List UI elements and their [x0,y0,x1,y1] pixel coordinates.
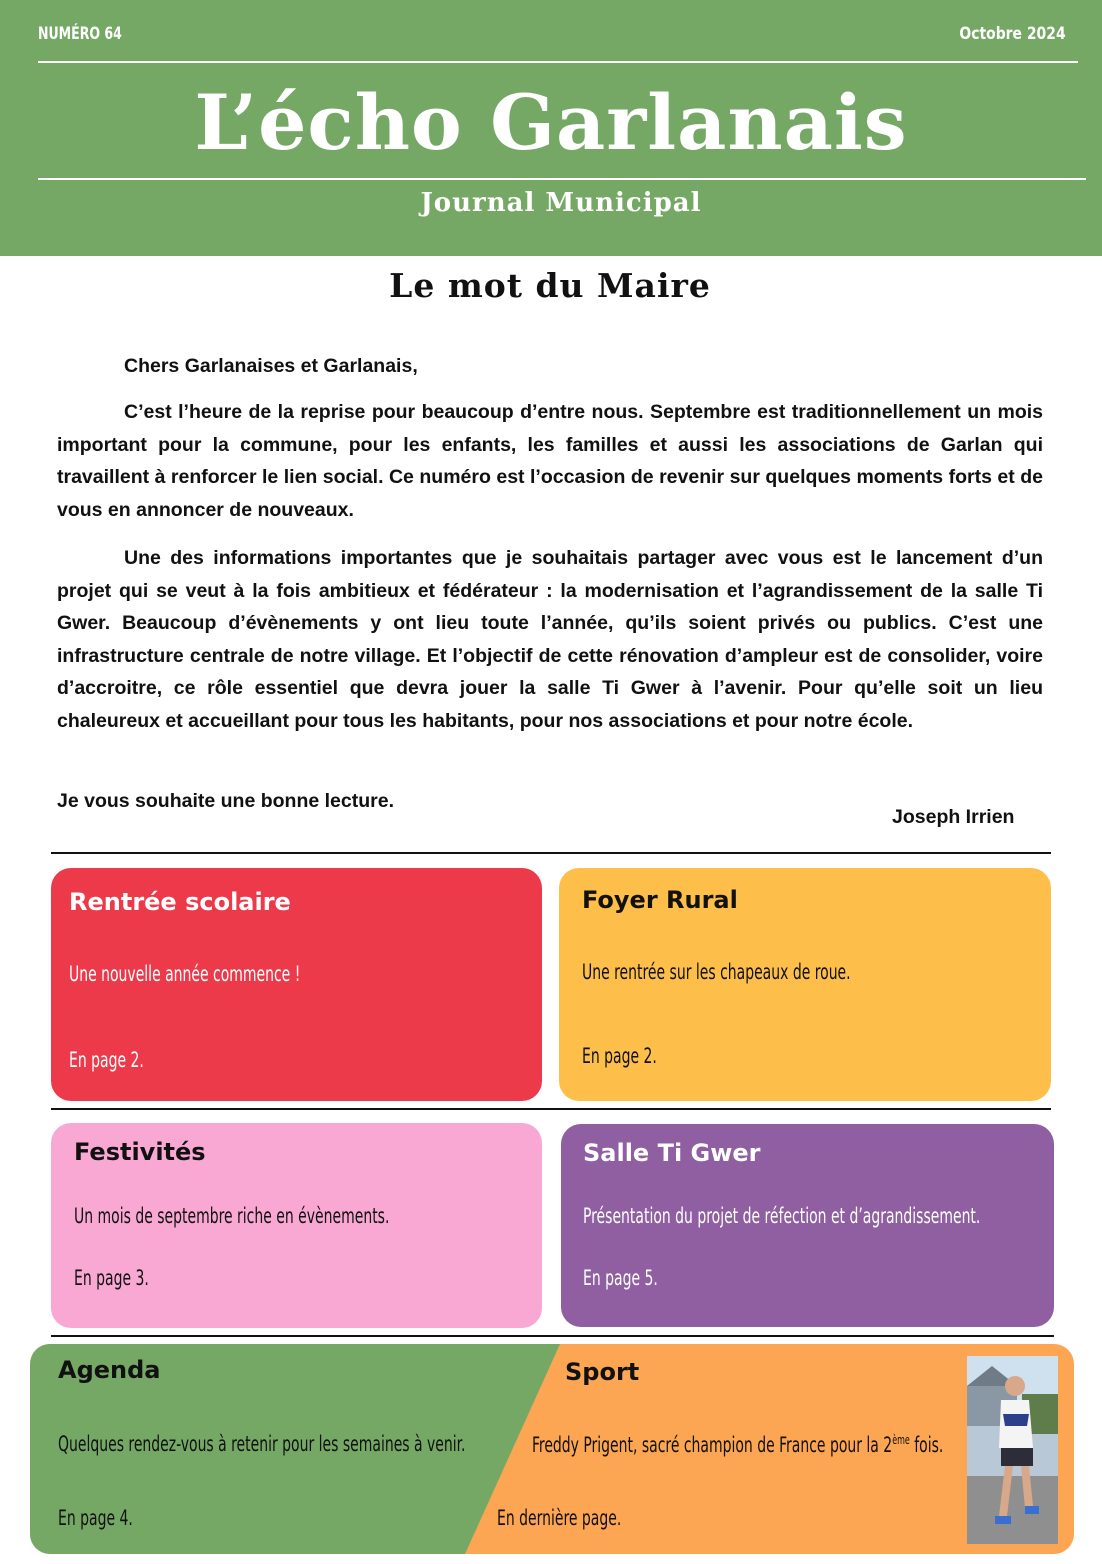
issue-number: NUMÉRO 64 [38,24,122,44]
section-divider [51,852,1051,854]
card-page-ref[interactable]: En page 3. [74,1266,149,1290]
card-title: Salle Ti Gwer [583,1139,761,1167]
mayor-signature: Joseph Irrien [892,806,1015,828]
card-title: Festivités [74,1138,206,1166]
sport-summary-text: Freddy Prigent, sacré champion de France pour la 2 [532,1433,893,1457]
card-salle-ti-gwer[interactable] [561,1124,1054,1327]
card-title: Rentrée scolaire [69,888,291,916]
mayor-paragraph-1-block [57,396,1043,526]
mayor-closing: Je vous souhaite une bonne lecture. [57,790,394,812]
sport-summary [532,1433,943,1457]
newspaper-subtitle: Journal Municipal [420,188,702,218]
masthead-top-rule [38,61,1078,63]
agenda-page-ref[interactable]: En page 4. [58,1506,133,1530]
mayor-greeting: Chers Garlanaises et Garlanais, [124,355,418,377]
agenda-title: Agenda [58,1356,161,1384]
sport-title: Sport [565,1358,640,1386]
agenda-sport-banner [30,1344,1074,1554]
runner-photo-image [967,1356,1058,1544]
mayor-paragraph-1: C’est l’heure de la reprise pour beaucoup d’entre nous. Septembre est traditionnellement un mois important pour la commune, pour les enfants, les familles et aussi les associations de Garlan qui travaillent à renforcer le lien social. Ce numéro est l’occasion de revenir sur quelques moments forts et de vous en annoncer de nouveaux. [57,401,1043,521]
sport-summary-sup: ème [892,1433,910,1447]
section-divider [51,1335,1054,1337]
masthead [0,0,1102,256]
card-title: Foyer Rural [582,886,738,914]
card-page-ref[interactable]: En page 5. [583,1266,658,1290]
mayor-heading: Le mot du Maire [389,266,711,305]
card-summary: Présentation du projet de réfection et d’agrandissement. [583,1204,981,1228]
newspaper-title: L’écho Garlanais [194,78,908,167]
mayor-paragraph-2-block [57,542,1043,737]
mayor-paragraph-2: Une des informations importantes que je souhaitais partager avec vous est le lancement d’un projet qui se veut à la fois ambitieux et fédérateur : la modernisation et l’agrandissement de la salle Ti Gwer. Beaucoup d’évènements y ont lieu toute l’année, qu’ils soient privés ou publics. C’est une infrastructure centrale de notre village. Et l’objectif de cette rénovation d’ampleur est de consolider, voire d’accroitre, ce rôle essentiel que devra jouer la salle Ti Gwer à l’avenir. Pour qu’elle soit un lieu chaleureux et accueillant pour tous les habitants, pour nos associations et pour notre école. [57,547,1043,732]
sport-summary-end: fois. [909,1433,944,1457]
card-page-ref[interactable]: En page 2. [69,1048,144,1072]
card-summary: Une rentrée sur les chapeaux de roue. [582,960,851,984]
issue-date: Octobre 2024 [959,24,1066,44]
runner-photo [967,1356,1058,1544]
section-divider [51,1108,1051,1110]
masthead-bottom-rule [38,178,1086,180]
mayor-greeting-block [57,350,1043,383]
card-foyer-rural[interactable] [559,868,1051,1101]
card-rentree-scolaire[interactable] [51,868,542,1101]
card-summary: Un mois de septembre riche en évènements. [74,1204,390,1228]
sport-page-ref[interactable]: En dernière page. [497,1506,622,1530]
card-festivites[interactable] [51,1123,542,1328]
agenda-summary: Quelques rendez-vous à retenir pour les semaines à venir. [58,1432,466,1456]
card-page-ref[interactable]: En page 2. [582,1044,657,1068]
card-summary: Une nouvelle année commence ! [69,962,301,986]
